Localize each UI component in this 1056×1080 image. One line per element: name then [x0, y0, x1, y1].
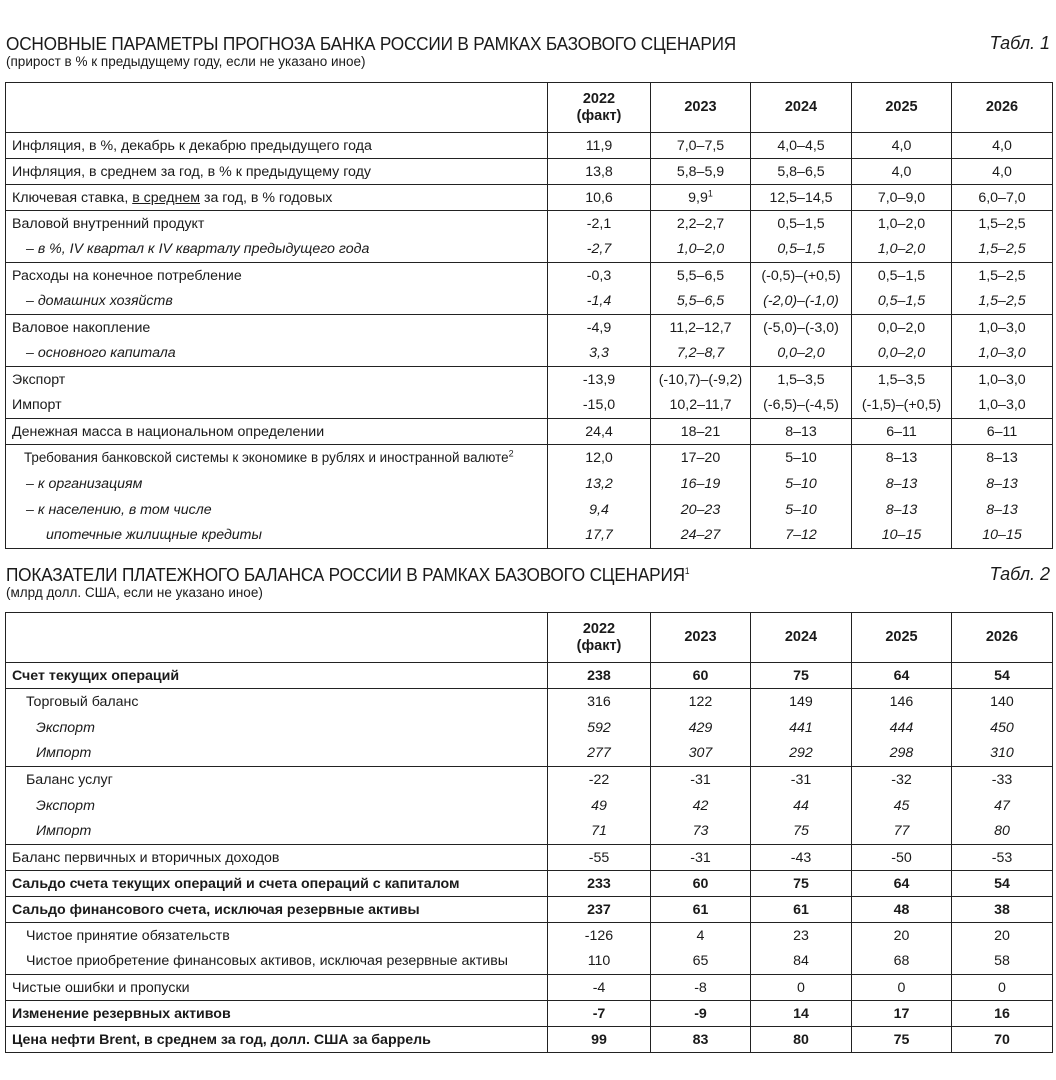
cell: 54: [952, 871, 1053, 897]
table-row: [6, 393, 1053, 419]
cell: 18–21: [651, 419, 751, 445]
cell: (-1,5)–(+0,5): [852, 393, 952, 419]
cell: 13,8: [548, 159, 651, 185]
cell: 61: [651, 897, 751, 923]
cell: 8–13: [952, 445, 1053, 471]
cell: 75: [751, 819, 852, 845]
row-label: Счет текущих операций: [6, 663, 548, 689]
row-label: Сальдо финансового счета, исключая резервные активы: [6, 897, 548, 923]
cell: -43: [751, 845, 852, 871]
table1-header-2022: 2022 (факт): [548, 83, 651, 133]
cell: 10–15: [852, 523, 952, 549]
cell: 1,0–2,0: [852, 211, 952, 237]
cell: 44: [751, 793, 852, 819]
cell: 68: [852, 949, 952, 975]
row-label: Ключевая ставка, в среднем за год, в % годовых: [6, 185, 548, 211]
table-row: [6, 445, 1053, 471]
cell: -13,9: [548, 367, 651, 393]
cell: 2,2–2,7: [651, 211, 751, 237]
cell: 5,5–6,5: [651, 263, 751, 289]
cell: 307: [651, 741, 751, 767]
table2-header-2022: 2022 (факт): [548, 613, 651, 663]
cell: 5–10: [751, 471, 852, 497]
cell: 17,7: [548, 523, 651, 549]
cell: 233: [548, 871, 651, 897]
cell: 316: [548, 689, 651, 715]
cell: -31: [751, 767, 852, 793]
cell: (-5,0)–(-3,0): [751, 315, 852, 341]
cell: 8–13: [952, 471, 1053, 497]
cell: 65: [651, 949, 751, 975]
cell: -4: [548, 975, 651, 1001]
cell: 99: [548, 1027, 651, 1053]
cell: 1,0–3,0: [952, 393, 1053, 419]
row-label: – домашних хозяйств: [26, 293, 173, 310]
cell: 140: [952, 689, 1053, 715]
cell: 58: [952, 949, 1053, 975]
cell: -126: [548, 923, 651, 949]
cell: -1,4: [548, 289, 651, 315]
cell: 75: [751, 871, 852, 897]
table-row: [6, 159, 1053, 185]
cell: 4: [651, 923, 751, 949]
cell: 0: [852, 975, 952, 1001]
cell: 7,2–8,7: [651, 341, 751, 367]
cell: 14: [751, 1001, 852, 1027]
row-label: ипотечные жилищные кредиты: [46, 527, 262, 544]
table-row: [6, 871, 1053, 897]
table2-header-row: [6, 613, 1053, 663]
cell: 429: [651, 715, 751, 741]
cell: -31: [651, 845, 751, 871]
cell: -15,0: [548, 393, 651, 419]
cell: 3,3: [548, 341, 651, 367]
row-label: Импорт: [12, 397, 62, 414]
row-label: Инфляция, в %, декабрь к декабрю предыдущего года: [6, 133, 548, 159]
cell: -9: [651, 1001, 751, 1027]
table2-title: ПОКАЗАТЕЛИ ПЛАТЕЖНОГО БАЛАНСА РОССИИ В РАМКАХ БАЗОВОГО СЦЕНАРИЯ$^1$: [6, 564, 690, 585]
table-row: [6, 715, 1053, 741]
row-label: Изменение резервных активов: [6, 1001, 548, 1027]
table-row: [6, 133, 1053, 159]
row-label: Чистые ошибки и пропуски: [6, 975, 548, 1001]
table2-header-label: [6, 613, 548, 663]
cell: -0,3: [548, 263, 651, 289]
cell: 8–13: [852, 471, 952, 497]
row-label: Торговый баланс: [6, 689, 548, 715]
cell: 12,0: [548, 445, 651, 471]
table2-number: Табл. 2: [989, 564, 1050, 584]
cell: 24,4: [548, 419, 651, 445]
cell: 54: [952, 663, 1053, 689]
cell: 277: [548, 741, 651, 767]
cell: -50: [852, 845, 952, 871]
cell: 9,4: [548, 497, 651, 523]
table-row: [6, 315, 1053, 341]
cell: 48: [852, 897, 952, 923]
cell: 20: [952, 923, 1053, 949]
cell: 47: [952, 793, 1053, 819]
cell: 5,8–5,9: [651, 159, 751, 185]
cell: 149: [751, 689, 852, 715]
cell: (-0,5)–(+0,5): [751, 263, 852, 289]
cell: 7,0–9,0: [852, 185, 952, 211]
cell: 8–13: [852, 497, 952, 523]
cell: 1,5–3,5: [751, 367, 852, 393]
table-row: [6, 793, 1053, 819]
cell: 10–15: [952, 523, 1053, 549]
row-label: Экспорт: [36, 797, 95, 814]
table2: [5, 612, 1053, 1053]
cell: -2,1: [548, 211, 651, 237]
table-row: [6, 949, 1053, 975]
cell: 0,5–1,5: [751, 237, 852, 263]
cell: 17: [852, 1001, 952, 1027]
row-label: – в %, IV квартал к IV кварталу предыдущего года: [26, 241, 370, 258]
row-label: Импорт: [36, 745, 92, 762]
cell: 0,0–2,0: [852, 315, 952, 341]
cell: -32: [852, 767, 952, 793]
cell: 7–12: [751, 523, 852, 549]
table2-header-2026: 2026: [952, 613, 1053, 663]
cell: 45: [852, 793, 952, 819]
cell: (-6,5)–(-4,5): [751, 393, 852, 419]
cell: 80: [952, 819, 1053, 845]
row-label: – к населению, в том числе: [26, 501, 212, 518]
cell: $9,9^1$: [651, 185, 751, 211]
cell: 6–11: [852, 419, 952, 445]
cell: 84: [751, 949, 852, 975]
cell: 1,0–2,0: [852, 237, 952, 263]
cell: 4,0–4,5: [751, 133, 852, 159]
cell: 0,0–2,0: [852, 341, 952, 367]
cell: 292: [751, 741, 852, 767]
cell: (-2,0)–(-1,0): [751, 289, 852, 315]
cell: 38: [952, 897, 1053, 923]
cell: 8–13: [952, 497, 1053, 523]
cell: -31: [651, 767, 751, 793]
cell: 11,9: [548, 133, 651, 159]
table1-header-2024: 2024: [751, 83, 852, 133]
cell: 1,5–2,5: [952, 237, 1053, 263]
table1-header-label: [6, 83, 548, 133]
table-row: [6, 523, 1053, 549]
row-label: – основного капитала: [26, 345, 176, 362]
table1-header-2025: 2025: [852, 83, 952, 133]
cell: 592: [548, 715, 651, 741]
row-label: Денежная масса в национальном определении: [6, 419, 548, 445]
table-row: [6, 1001, 1053, 1027]
row-label: Сальдо счета текущих операций и счета операций с капиталом: [6, 871, 548, 897]
cell: 75: [852, 1027, 952, 1053]
cell: 6–11: [952, 419, 1053, 445]
table-row: [6, 419, 1053, 445]
table2-header-2023: 2023: [651, 613, 751, 663]
row-label: Импорт: [36, 823, 92, 840]
table-row: [6, 819, 1053, 845]
table-row: [6, 341, 1053, 367]
cell: 64: [852, 663, 952, 689]
cell: 5,5–6,5: [651, 289, 751, 315]
cell: -4,9: [548, 315, 651, 341]
cell: 75: [751, 663, 852, 689]
cell: 444: [852, 715, 952, 741]
table2-subtitle: (млрд долл. США, если не указано иное): [6, 585, 263, 600]
table-row: [6, 471, 1053, 497]
cell: 60: [651, 871, 751, 897]
cell: 83: [651, 1027, 751, 1053]
cell: 20: [852, 923, 952, 949]
table-row: [6, 689, 1053, 715]
row-label: Экспорт: [36, 719, 95, 736]
cell: 1,0–2,0: [651, 237, 751, 263]
table1-number: Табл. 1: [989, 33, 1050, 53]
cell: 0,5–1,5: [852, 289, 952, 315]
table-row: [6, 237, 1053, 263]
cell: 1,0–3,0: [952, 315, 1053, 341]
cell: 1,0–3,0: [952, 341, 1053, 367]
cell: (-10,7)–(-9,2): [651, 367, 751, 393]
cell: 8–13: [852, 445, 952, 471]
cell: -55: [548, 845, 651, 871]
table-row: [6, 185, 1053, 211]
cell: 298: [852, 741, 952, 767]
cell: 8–13: [751, 419, 852, 445]
table-row: [6, 663, 1053, 689]
cell: 13,2: [548, 471, 651, 497]
table-row: [6, 263, 1053, 289]
footnote-mark: 1: [684, 565, 690, 576]
cell: 7,0–7,5: [651, 133, 751, 159]
cell: 23: [751, 923, 852, 949]
table-row: [6, 367, 1053, 393]
table-row: [6, 767, 1053, 793]
cell: 60: [651, 663, 751, 689]
table-row: [6, 923, 1053, 949]
cell: 11,2–12,7: [651, 315, 751, 341]
table-row: [6, 211, 1053, 237]
cell: 4,0: [852, 133, 952, 159]
cell: 0: [751, 975, 852, 1001]
cell: 20–23: [651, 497, 751, 523]
row-label: Цена нефти Brent, в среднем за год, долл. США за баррель: [6, 1027, 548, 1053]
table-row: [6, 1027, 1053, 1053]
table1-header-2026: 2026: [952, 83, 1053, 133]
cell: 4,0: [852, 159, 952, 185]
cell: 441: [751, 715, 852, 741]
table1: [5, 82, 1053, 549]
table-row: [6, 741, 1053, 767]
cell: -7: [548, 1001, 651, 1027]
cell: -2,7: [548, 237, 651, 263]
cell: -8: [651, 975, 751, 1001]
cell: 310: [952, 741, 1053, 767]
cell: 1,5–2,5: [952, 263, 1053, 289]
table2-header-2024: 2024: [751, 613, 852, 663]
cell: 16: [952, 1001, 1053, 1027]
table1-subtitle: (прирост в % к предыдущему году, если не указано иное): [6, 54, 366, 69]
cell: 10,6: [548, 185, 651, 211]
cell: 110: [548, 949, 651, 975]
table-row: [6, 897, 1053, 923]
cell: 0: [952, 975, 1053, 1001]
cell: 6,0–7,0: [952, 185, 1053, 211]
row-label: Валовое накопление: [6, 315, 548, 341]
cell: -22: [548, 767, 651, 793]
cell: 1,5–2,5: [952, 289, 1053, 315]
cell: 1,5–3,5: [852, 367, 952, 393]
cell: 4,0: [952, 159, 1053, 185]
cell: 16–19: [651, 471, 751, 497]
cell: -33: [952, 767, 1053, 793]
row-label: – к организациям: [26, 475, 143, 492]
footnote-mark: 1: [707, 187, 713, 198]
table1-header-2023: 2023: [651, 83, 751, 133]
cell: 1,0–3,0: [952, 367, 1053, 393]
table-row: [6, 845, 1053, 871]
cell: 71: [548, 819, 651, 845]
row-label: Требования банковской системы к экономике в рублях и иностранной валюте$^2$: [6, 445, 548, 471]
row-label: Экспорт: [6, 367, 548, 393]
cell: 12,5–14,5: [751, 185, 852, 211]
cell: 64: [852, 871, 952, 897]
cell: 0,5–1,5: [751, 211, 852, 237]
cell: 49: [548, 793, 651, 819]
table-row: [6, 497, 1053, 523]
cell: 4,0: [952, 133, 1053, 159]
cell: 122: [651, 689, 751, 715]
row-label: Валовой внутренний продукт: [6, 211, 548, 237]
cell: 17–20: [651, 445, 751, 471]
cell: 238: [548, 663, 651, 689]
table1-header-row: [6, 83, 1053, 133]
cell: 61: [751, 897, 852, 923]
table1-title: ОСНОВНЫЕ ПАРАМЕТРЫ ПРОГНОЗА БАНКА РОССИИ В РАМКАХ БАЗОВОГО СЦЕНАРИЯ: [6, 33, 737, 54]
cell: 237: [548, 897, 651, 923]
cell: 5,8–6,5: [751, 159, 852, 185]
cell: 77: [852, 819, 952, 845]
cell: 24–27: [651, 523, 751, 549]
cell: 42: [651, 793, 751, 819]
table-row: [6, 975, 1053, 1001]
row-label: Расходы на конечное потребление: [6, 263, 548, 289]
row-label: Баланс первичных и вторичных доходов: [6, 845, 548, 871]
cell: 450: [952, 715, 1053, 741]
row-label: Чистое приобретение финансовых активов, исключая резервные активы: [26, 953, 508, 970]
cell: 10,2–11,7: [651, 393, 751, 419]
cell: 5–10: [751, 445, 852, 471]
cell: 0,0–2,0: [751, 341, 852, 367]
table2-header-2025: 2025: [852, 613, 952, 663]
cell: 5–10: [751, 497, 852, 523]
row-label: Инфляция, в среднем за год, в % к предыдущему году: [6, 159, 548, 185]
cell: 80: [751, 1027, 852, 1053]
row-label: Баланс услуг: [6, 767, 548, 793]
cell: -53: [952, 845, 1053, 871]
table-row: [6, 289, 1053, 315]
cell: 73: [651, 819, 751, 845]
cell: 1,5–2,5: [952, 211, 1053, 237]
cell: 146: [852, 689, 952, 715]
cell: 0,5–1,5: [852, 263, 952, 289]
footnote-mark: 2: [508, 448, 514, 459]
cell: 70: [952, 1027, 1053, 1053]
row-label: Чистое принятие обязательств: [6, 923, 548, 949]
